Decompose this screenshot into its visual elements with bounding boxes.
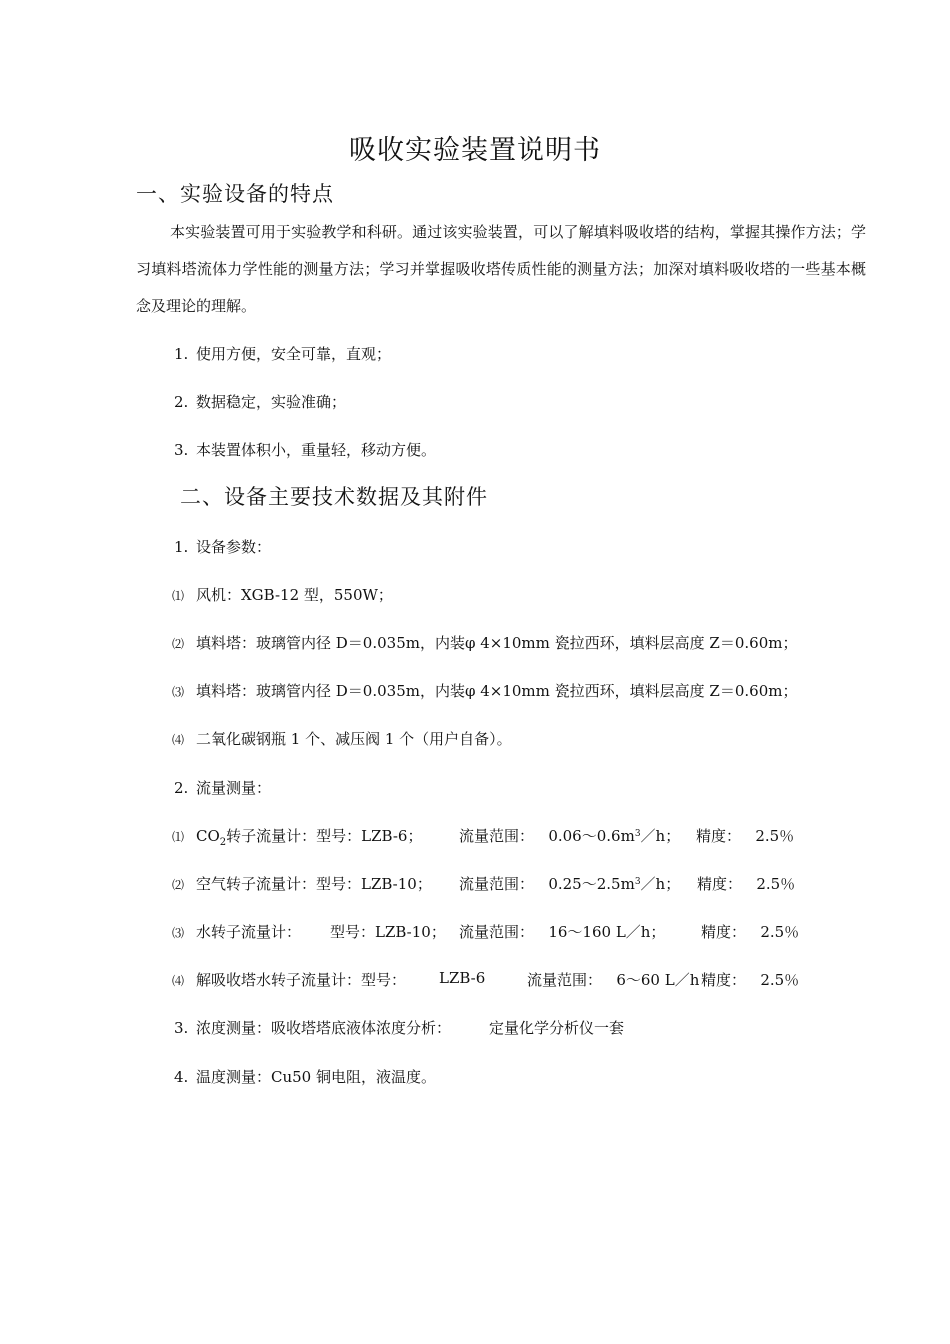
range-label: 流量范围： bbox=[459, 923, 535, 941]
flow-meter-name bbox=[172, 969, 406, 990]
item-text: 填料塔：玻璃管内径 D＝0.035m，内装φ 4×10mm 瓷拉西环，填料层高度 Z＝0.60m； bbox=[196, 634, 798, 652]
section-1-heading: 一、实验设备的特点 bbox=[136, 182, 334, 206]
meter-name: 解吸收塔水转子流量计：型号： bbox=[196, 971, 407, 989]
item-number: ⑵ bbox=[172, 637, 185, 651]
subsection-concentration-measurement bbox=[174, 1017, 451, 1038]
item-text: 使用方便，安全可靠，直观； bbox=[196, 345, 392, 363]
param-item bbox=[172, 728, 512, 749]
item-number: 2. bbox=[174, 779, 189, 797]
item-number: ⑷ bbox=[172, 974, 185, 988]
accuracy-label: 精度： bbox=[701, 923, 747, 941]
document-title: 吸收实验装置说明书 bbox=[349, 135, 601, 166]
flow-accuracy bbox=[697, 873, 795, 894]
accuracy-label: 精度： bbox=[696, 827, 742, 845]
param-item bbox=[172, 632, 797, 653]
item-text: 二氧化碳钢瓶 1 个、减压阀 1 个（用户自备）。 bbox=[196, 730, 512, 748]
meter-model: 型号：LZB-10； bbox=[330, 923, 446, 941]
item-number: 2. bbox=[174, 393, 189, 411]
item-number: 1. bbox=[174, 345, 189, 363]
range-unit: ／h； bbox=[640, 827, 681, 845]
section-2-heading: 二、设备主要技术数据及其附件 bbox=[180, 485, 488, 509]
co2-subscript: 2 bbox=[219, 837, 227, 848]
unit-superscript: 3 bbox=[634, 877, 641, 887]
item-text: 温度测量：Cu50 铜电阻，液温度。 bbox=[196, 1068, 436, 1086]
subsection-flow-measurement bbox=[174, 777, 271, 798]
range-value: 16～160 L／h； bbox=[548, 923, 666, 941]
meter-name: 水转子流量计： bbox=[196, 923, 302, 941]
flow-accuracy bbox=[701, 969, 799, 990]
range-value: 6～60 L／h bbox=[616, 971, 700, 989]
item-text: 浓度测量：吸收塔塔底液体浓度分析： bbox=[196, 1019, 452, 1037]
flow-meter-name bbox=[172, 825, 422, 846]
flow-meter-name bbox=[172, 873, 432, 894]
accuracy-value: 2.5％ bbox=[760, 923, 800, 941]
range-value: 0.25～2.5m bbox=[548, 875, 635, 893]
item-number: ⑶ bbox=[172, 926, 185, 940]
subsection-temperature-measurement bbox=[174, 1066, 436, 1087]
item-text: 本装置体积小，重量轻，移动方便。 bbox=[196, 441, 437, 459]
item-number: 1. bbox=[174, 538, 189, 556]
item-number: ⑵ bbox=[172, 878, 185, 892]
item-number: 4. bbox=[174, 1068, 189, 1086]
flow-range bbox=[459, 873, 680, 894]
meter-model: 空气转子流量计：型号：LZB-10； bbox=[196, 875, 432, 893]
subsection-equipment-params bbox=[174, 536, 271, 557]
accuracy-value: 2.5％ bbox=[755, 827, 795, 845]
flow-range bbox=[459, 921, 665, 942]
param-item bbox=[172, 584, 393, 605]
flow-range bbox=[527, 969, 699, 990]
section-1-intro-paragraph: 本实验装置可用于实验教学和科研。通过该实验装置，可以了解填料吸收塔的结构，掌握其操作方法；学习填料塔流体力学性能的测量方法；学习并掌握吸收塔传质性能的测量方法；加深对填料吸收塔的一些基本概念及理论的理解。 bbox=[136, 223, 866, 315]
feature-item bbox=[174, 391, 346, 412]
range-unit: ／h； bbox=[640, 875, 681, 893]
accuracy-label: 精度： bbox=[697, 875, 743, 893]
item-text: 数据稳定，实验准确； bbox=[196, 393, 347, 411]
accuracy-value: 2.5％ bbox=[756, 875, 796, 893]
range-label: 流量范围： bbox=[527, 971, 603, 989]
item-text: 填料塔：玻璃管内径 D＝0.035m，内装φ 4×10mm 瓷拉西环，填料层高度 Z＝0.60m； bbox=[196, 682, 798, 700]
flow-accuracy bbox=[701, 921, 799, 942]
meter-model: 转子流量计：型号：LZB-6； bbox=[226, 827, 423, 845]
accuracy-value: 2.5％ bbox=[760, 971, 800, 989]
item-number: ⑴ bbox=[172, 589, 185, 603]
param-item bbox=[172, 680, 797, 701]
unit-superscript: 3 bbox=[634, 829, 641, 839]
item-number: ⑷ bbox=[172, 733, 185, 747]
item-text: 设备参数： bbox=[196, 538, 272, 556]
flow-range bbox=[459, 825, 680, 846]
flow-meter-name bbox=[172, 921, 301, 942]
range-value: 0.06～0.6m bbox=[548, 827, 635, 845]
flow-accuracy bbox=[696, 825, 794, 846]
meter-model: LZB-6 bbox=[439, 969, 486, 987]
item-number: 3. bbox=[174, 441, 189, 459]
feature-item bbox=[174, 343, 391, 364]
item-text: 风机：XGB-12 型，550W； bbox=[196, 586, 393, 604]
accuracy-label: 精度： bbox=[701, 971, 747, 989]
co2-formula: CO bbox=[196, 827, 220, 845]
item-text: 流量测量： bbox=[196, 779, 272, 797]
item-number: ⑶ bbox=[172, 685, 185, 699]
concentration-method: 定量化学分析仪一套 bbox=[489, 1019, 625, 1037]
feature-item bbox=[174, 439, 436, 460]
item-number: 3. bbox=[174, 1019, 189, 1037]
item-number: ⑴ bbox=[172, 830, 185, 844]
range-label: 流量范围： bbox=[459, 827, 535, 845]
range-label: 流量范围： bbox=[459, 875, 535, 893]
